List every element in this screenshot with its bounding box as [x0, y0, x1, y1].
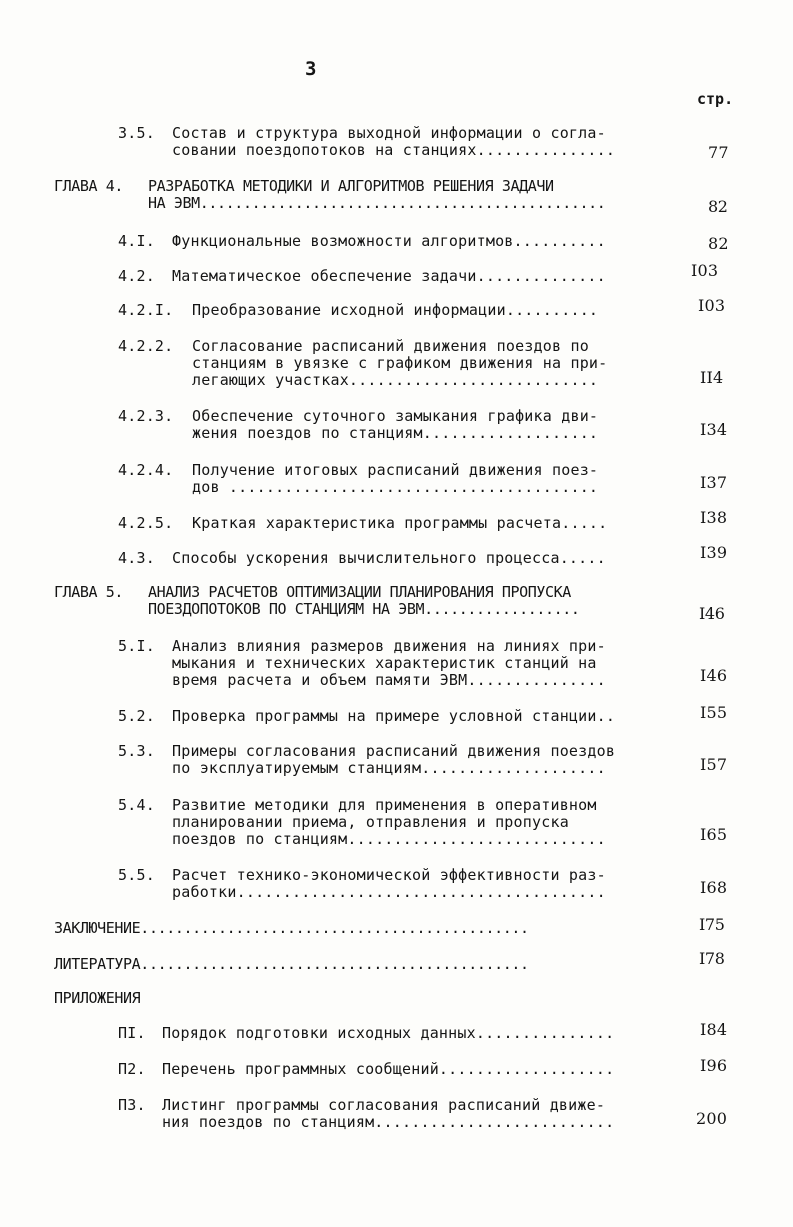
toc-entry-page: I78: [699, 949, 725, 968]
toc-entry: [118, 408, 738, 448]
toc-entry-title: Преобразование исходной информации..........: [192, 302, 599, 319]
toc-entry-page: 82: [708, 234, 729, 253]
toc-entry-title: АНАЛИЗ РАСЧЕТОВ ОПТИМИЗАЦИИ ПЛАНИРОВАНИЯ ПРОПУСКА ПОЕЗДОПОТОКОВ ПО СТАНЦИЯМ НА ЭВМ..................: [148, 584, 580, 618]
toc-entry-number: 4.2.5.: [118, 514, 174, 532]
toc-entry-title: Функциональные возможности алгоритмов..........: [172, 233, 606, 250]
toc-entry-number: ГЛАВА 5.: [54, 583, 124, 601]
toc-entry: [118, 797, 738, 853]
toc-entry-page: I57: [700, 755, 728, 774]
toc-entry: [118, 867, 738, 907]
toc-entry-number: 4.3.: [118, 549, 155, 567]
page-number: 3: [305, 58, 317, 80]
toc-entry-page: I37: [700, 473, 728, 492]
toc-entry-page: I46: [700, 666, 728, 685]
toc-entry: [118, 462, 738, 502]
toc-entry-number: П2.: [118, 1060, 146, 1078]
toc-entry-number: 4.2.I.: [118, 301, 174, 319]
toc-entry: [118, 1020, 738, 1045]
toc-entry-number: 3.5.: [118, 124, 155, 142]
toc-entry-title: Перечень программных сообщений...................: [162, 1061, 615, 1078]
toc-entry-number: ПI.: [118, 1024, 146, 1042]
toc-entry-page: I46: [699, 604, 725, 623]
toc-entry-page: I68: [700, 878, 728, 897]
toc-entry: [118, 638, 738, 694]
toc-entry-title: Согласование расписаний движения поездов по станциям в увязке с графиком движения на при- легающих участках...........................: [192, 338, 608, 389]
toc-entry-number: 5.I.: [118, 637, 155, 655]
toc-entry: [118, 296, 738, 322]
toc-entry-page: I38: [700, 508, 728, 527]
toc-entry-page: I39: [700, 543, 728, 562]
toc-entry-page: I96: [700, 1056, 728, 1075]
toc-entry-number: 4.2.: [118, 267, 155, 285]
toc-entry-number: 4.2.3.: [118, 407, 174, 425]
toc-entry-page: I65: [700, 825, 728, 844]
toc-section-heading: [54, 990, 354, 1010]
toc-entry-number: 4.I.: [118, 232, 155, 250]
toc-entry-number: 5.4.: [118, 796, 155, 814]
toc-entry-page: I75: [699, 915, 725, 934]
toc-entry: [118, 508, 738, 535]
toc-entry-title: Расчет технико-экономической эффективности раз- работки........................................: [172, 867, 606, 901]
toc-entry-number: ГЛАВА 4.: [54, 177, 124, 195]
toc-entry-page: I03: [691, 261, 719, 280]
toc-entry-page: II4: [700, 368, 724, 387]
toc-entry: [118, 125, 738, 165]
toc-entry-title: Примеры согласования расписаний движения поездов по эксплуатируемым станциям....................: [172, 743, 616, 777]
toc-entry-number: П3.: [118, 1096, 146, 1114]
toc-entry-title: Обеспечение суточного замыкания графика дви- жения поездов по станциям...................: [192, 408, 599, 442]
toc-entry: [54, 584, 744, 624]
toc-entry-number: 5.5.: [118, 866, 155, 884]
toc-entry: [54, 178, 744, 218]
toc-entry-number: 5.2.: [118, 707, 155, 725]
toc-entry: [118, 703, 738, 728]
toc-entry-page: I03: [698, 296, 726, 315]
toc-entry-title: ЗАКЛЮЧЕНИЕ.............................................: [54, 920, 529, 937]
toc-entry-title: Способы ускорения вычислительного процесса.....: [172, 550, 606, 567]
toc-entry: [118, 338, 738, 394]
toc-entry-title: Математическое обеспечение задачи..............: [172, 268, 606, 285]
toc-entry-title: Порядок подготовки исходных данных...............: [162, 1025, 615, 1042]
toc-entry: [118, 261, 738, 288]
toc-entry: [118, 743, 738, 783]
toc-entry: [118, 1056, 738, 1081]
toc-entry-page: 82: [708, 197, 728, 216]
toc-entry-page: I34: [700, 420, 728, 439]
toc-entry-page: I55: [700, 703, 728, 722]
toc-entry: [118, 1097, 738, 1137]
toc-entry-title: РАЗРАБОТКА МЕТОДИКИ И АЛГОРИТМОВ РЕШЕНИЯ ЗАДАЧИ НА ЭВМ...............................................: [148, 178, 606, 212]
page-column-label: стр.: [697, 90, 734, 108]
toc-entry-title: Анализ влияния размеров движения на линиях при- мыкания и технических характеристик станций на время расчета и объем памяти ЭВМ...............: [172, 638, 606, 689]
toc-entry-title: ПРИЛОЖЕНИЯ: [54, 990, 141, 1007]
toc-entry-page: 200: [696, 1109, 728, 1128]
toc-entry: [118, 233, 738, 253]
toc-entry-title: Получение итоговых расписаний движения поез- дов ........................................: [192, 462, 599, 496]
toc-entry-title: ЛИТЕРАТУРА.............................................: [54, 956, 529, 973]
toc-entry-number: 4.2.2.: [118, 337, 174, 355]
toc-entry: [54, 949, 744, 976]
toc-entry-title: Листинг программы согласования расписаний движе- ния поездов по станциям..........................: [162, 1097, 615, 1131]
toc-entry-page: 77: [708, 143, 729, 162]
toc-entry-number: 5.3.: [118, 742, 155, 760]
toc-entry-title: Развитие методики для применения в оперативном планировании приема, отправления и пропуска поездов по станциям............................: [172, 797, 606, 848]
toc-entry: [118, 543, 738, 570]
toc-entry-page: I84: [700, 1020, 728, 1039]
toc-entry-number: 4.2.4.: [118, 461, 174, 479]
toc-entry: [54, 915, 744, 940]
toc-entry-title: Проверка программы на примере условной станции..: [172, 708, 616, 725]
toc-entry-title: Краткая характеристика программы расчета.....: [192, 515, 608, 532]
toc-entry-title: Состав и структура выходной информации о согла- совании поездопотоков на станциях...............: [172, 125, 616, 159]
